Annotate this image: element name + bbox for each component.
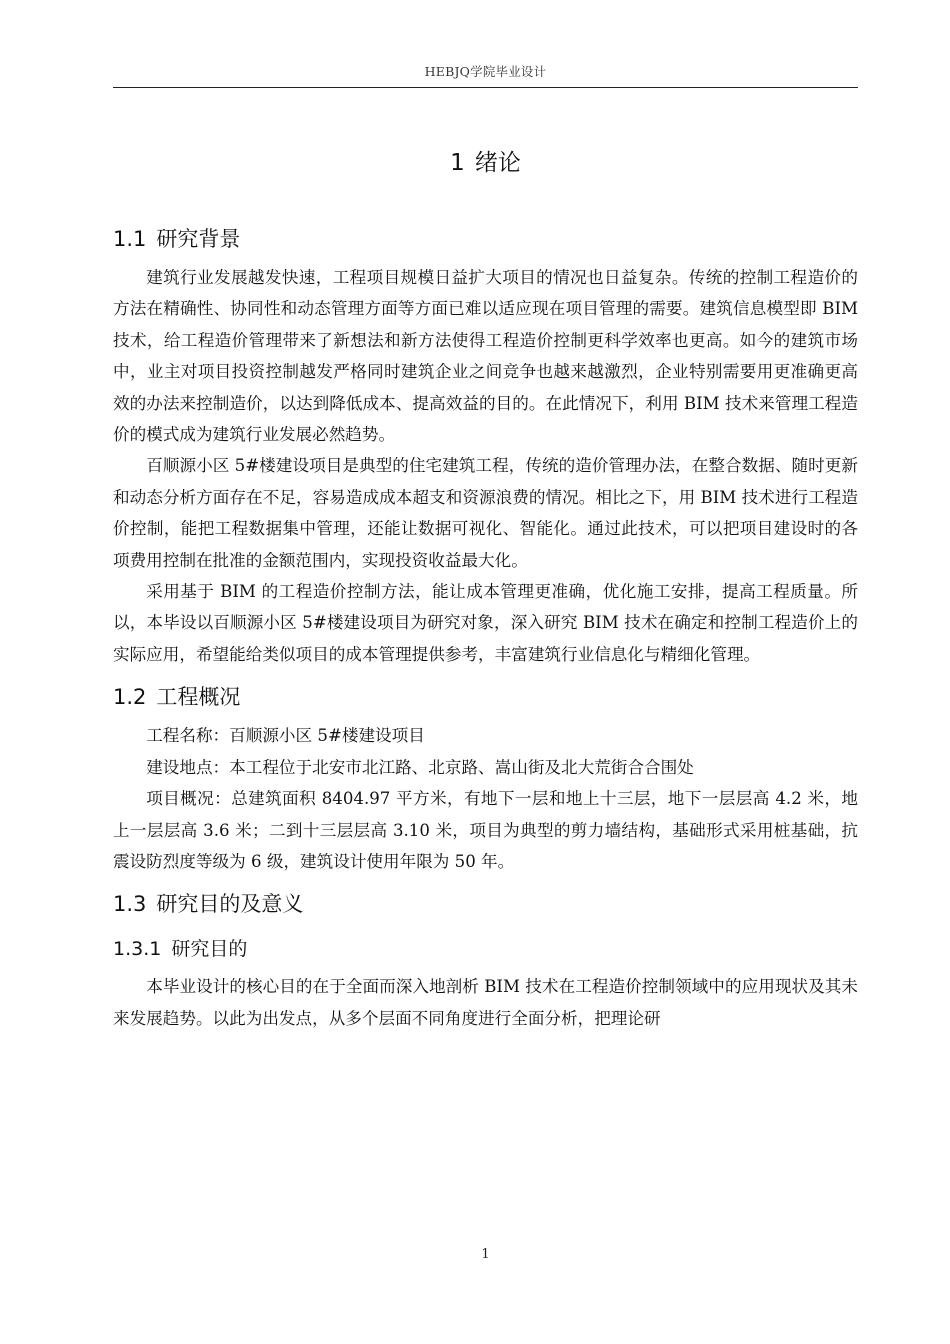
page-header: HEBJQ学院毕业设计: [424, 64, 547, 79]
subsection-title: 研究目的: [171, 938, 248, 961]
paragraph: 采用基于 BIM 的工程造价控制方法，能让成本管理更准确，优化施工安排，提高工程质量。所以，本毕设以百顺源小区 5#楼建设项目为研究对象，深入研究 BIM 技术在确定和控制工程造价上的实际应用，希望能给类似项目的成本管理提供参考，丰富建筑行业信息化与精细化管理。: [113, 582, 858, 664]
header-divider: [113, 87, 858, 88]
section-title: 工程概况: [156, 685, 241, 710]
section-heading-1-3: [113, 881, 858, 927]
page-number: 1: [481, 1247, 490, 1262]
paragraph: 本毕业设计的核心目的在于全面而深入地剖析 BIM 技术在工程造价控制领域中的应用现状及其未来发展趋势。以此为出发点，从多个层面不同角度进行全面分析，把理论研: [113, 977, 858, 1028]
paragraph: 工程名称：百顺源小区 5#楼建设项目: [146, 726, 425, 746]
section-title: 研究目的及意义: [156, 892, 304, 917]
section-heading-1-2: [113, 674, 858, 720]
chapter-title-text: 绪论: [474, 150, 521, 176]
section-number: 1.1: [113, 227, 147, 251]
paragraph: 建筑行业发展越发快速，工程项目规模日益扩大项目的情况也日益复杂。传统的控制工程造价的方法在精确性、协同性和动态管理方面等方面已难以适应现在项目管理的需要。建筑信息模型即 BIM 技术，给工程造价管理带来了新想法和新方法使得工程造价控制更科学效率也更高。如今的建筑市场中，业主对项目投资控制越发严格同时建筑企业之间竞争也越来越激烈，企业特别需要用更准确更高效的办法来控制造价，以达到降低成本、提高效益的目的。在此情况下，利用 BIM 技术来管理工程造价的模式成为建筑行业发展必然趋势。: [113, 268, 858, 445]
section-title: 研究背景: [156, 227, 241, 251]
section-number: 1.3: [113, 892, 147, 917]
paragraph: 百顺源小区 5#楼建设项目是典型的住宅建筑工程，传统的造价管理办法，在整合数据、随时更新和动态分析方面存在不足，容易造成成本超支和资源浪费的情况。相比之下，用 BIM 技术进行工程造价控制，能把工程数据集中管理，还能让数据可视化、智能化。通过此技术，可以把项目建设时的各项费用控制在批准的金额范围内，实现投资收益最大化。: [113, 456, 858, 570]
section-heading-1-1: [113, 216, 858, 262]
paragraph: 建设地点：本工程位于北安市北江路、北京路、嵩山街及北大荒街合合围处: [146, 757, 694, 777]
subsection-number: 1.3.1: [113, 938, 162, 961]
page-content: [113, 140, 858, 1034]
paragraph: 项目概况：总建筑面积 8404.97 平方米，有地下一层和地上十三层，地下一层层高 4.2 米，地上一层层高 3.6 米；二到十三层层高 3.10 米，项目为典型的剪力墙结构，基础形式采用桩基础，抗震设防烈度等级为 6 级，建筑设计使用年限为 50 年。: [113, 789, 858, 871]
section-number: 1.2: [113, 685, 147, 710]
chapter-number: 1: [450, 150, 465, 176]
subsection-heading-1-3-1: [113, 927, 858, 971]
chapter-title: [113, 140, 858, 186]
